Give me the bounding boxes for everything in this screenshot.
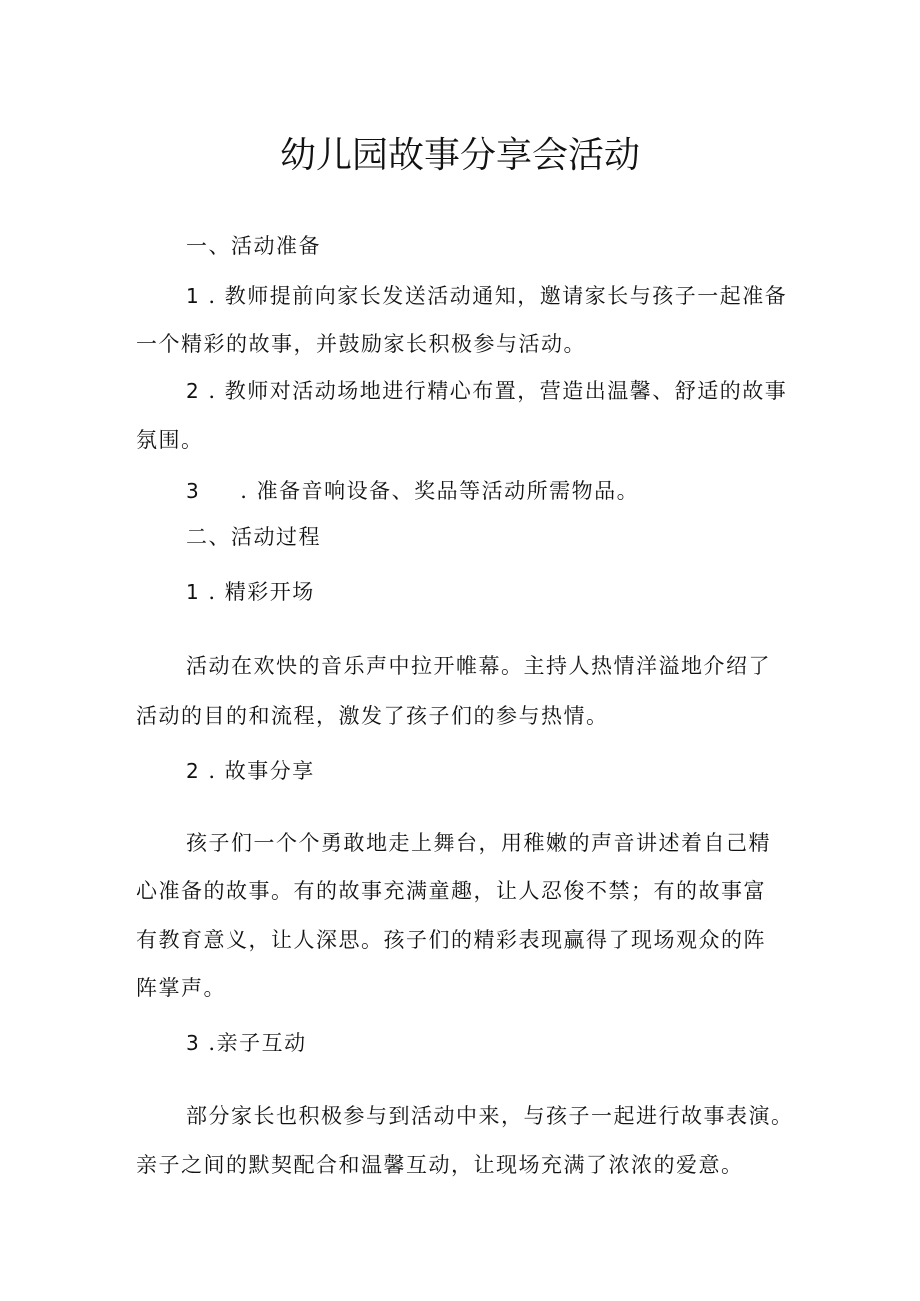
paragraph-sharing-line-2: 心准备的故事。有的故事充满童趣，让人忍俊不禁；有的故事富 — [136, 879, 766, 903]
list-number: 1 — [186, 580, 201, 604]
document-title: 幼儿园故事分享会活动 — [279, 135, 640, 176]
paragraph-sharing-line-1: 孩子们一个个勇敢地走上舞台，用稚嫩的声音讲述着自己精 — [186, 831, 771, 855]
subheading-parent-child-text: .亲子互动 — [200, 1031, 307, 1055]
paragraph-sharing-line-3: 有教育意义，让人深思。孩子们的精彩表现赢得了现场观众的阵 — [136, 928, 766, 952]
prep-item-1-line-1 — [186, 282, 787, 310]
prep-item-3-text: . 准备音响设备、奖品等活动所需物品。 — [240, 479, 640, 503]
prep-item-2-line-1 — [186, 377, 787, 405]
subheading-story-sharing-text: . 故事分享 — [200, 759, 315, 783]
list-number: 2 — [186, 759, 201, 783]
subheading-story-sharing — [186, 757, 315, 785]
section-heading-process: 二、活动过程 — [186, 525, 321, 549]
prep-item-2-line-2: 氛围。 — [136, 428, 204, 452]
section-heading-preparation: 一、活动准备 — [186, 234, 321, 258]
paragraph-parent-child-line-2: 亲子之间的默契配合和温馨互动，让现场充满了浓浓的爱意。 — [136, 1153, 744, 1177]
prep-item-1-line-2: 一个精彩的故事，并鼓励家长积极参与活动。 — [136, 332, 586, 356]
subheading-parent-child — [186, 1029, 307, 1057]
subheading-opening — [186, 578, 315, 606]
list-number: 3 — [186, 1031, 201, 1055]
list-number: 2 — [186, 379, 201, 403]
prep-item-3 — [186, 477, 639, 505]
paragraph-sharing-line-4: 阵掌声。 — [136, 976, 226, 1000]
prep-item-1-text: . 教师提前向家长发送活动通知，邀请家长与孩子一起准备 — [200, 284, 788, 308]
paragraph-parent-child-line-1: 部分家长也积极参与到活动中来，与孩子一起进行故事表演。 — [186, 1104, 794, 1128]
list-number: 1 — [186, 284, 201, 308]
paragraph-opening-line-1: 活动在欢快的音乐声中拉开帷幕。主持人热情洋溢地介绍了 — [186, 654, 771, 678]
list-number: 3 — [186, 479, 201, 503]
subheading-opening-text: . 精彩开场 — [200, 580, 315, 604]
prep-item-2-text: . 教师对活动场地进行精心布置，营造出温馨、舒适的故事 — [200, 379, 788, 403]
paragraph-opening-line-2: 活动的目的和流程，激发了孩子们的参与热情。 — [136, 704, 609, 728]
